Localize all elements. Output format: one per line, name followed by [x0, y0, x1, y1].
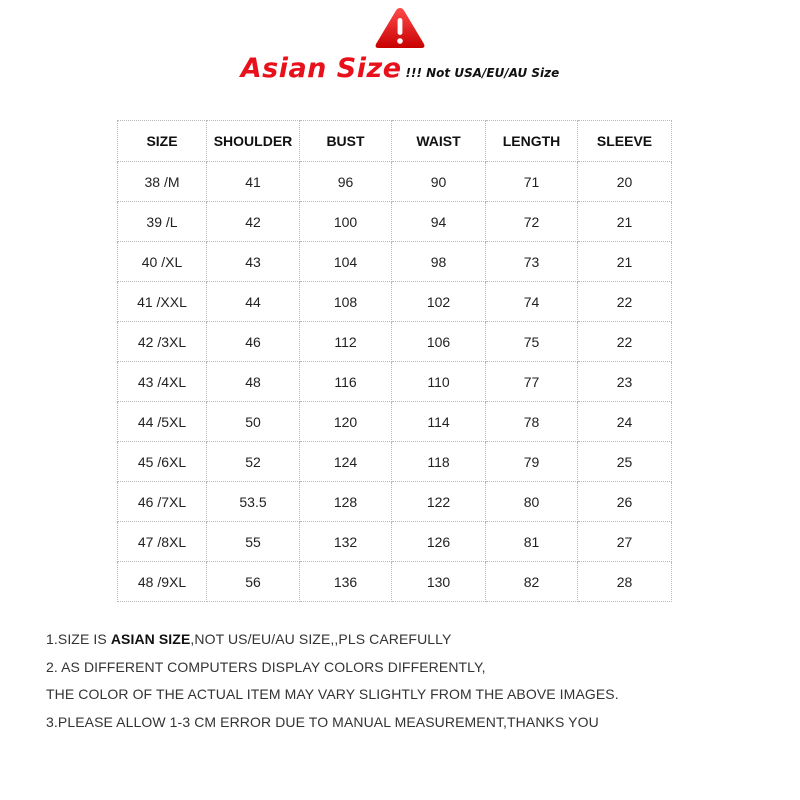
cell-bust: 108	[300, 282, 392, 322]
cell-size: 39 /L	[118, 202, 207, 242]
cell-waist: 114	[392, 402, 486, 442]
title-note: !!! Not USA/EU/AU Size	[405, 66, 560, 80]
cell-waist: 110	[392, 362, 486, 402]
cell-sleeve: 27	[578, 522, 672, 562]
cell-sleeve: 28	[578, 562, 672, 602]
table-row	[118, 322, 672, 362]
cell-shoulder: 43	[207, 242, 300, 282]
cell-shoulder: 48	[207, 362, 300, 402]
cell-waist: 102	[392, 282, 486, 322]
column-header-length: LENGTH	[486, 121, 578, 162]
cell-bust: 104	[300, 242, 392, 282]
cell-sleeve: 22	[578, 282, 672, 322]
table-row	[118, 362, 672, 402]
column-header-bust: BUST	[300, 121, 392, 162]
cell-length: 80	[486, 482, 578, 522]
cell-length: 79	[486, 442, 578, 482]
cell-size: 41 /XXL	[118, 282, 207, 322]
cell-sleeve: 21	[578, 242, 672, 282]
cell-bust: 116	[300, 362, 392, 402]
table-row	[118, 522, 672, 562]
cell-bust: 112	[300, 322, 392, 362]
size-notes	[46, 626, 619, 737]
cell-length: 78	[486, 402, 578, 442]
cell-size: 43 /4XL	[118, 362, 207, 402]
cell-size: 40 /XL	[118, 242, 207, 282]
cell-shoulder: 42	[207, 202, 300, 242]
cell-size: 42 /3XL	[118, 322, 207, 362]
cell-size: 47 /8XL	[118, 522, 207, 562]
note-1-bold: ASIAN SIZE	[110, 631, 191, 647]
cell-shoulder: 41	[207, 162, 300, 202]
table-row	[118, 202, 672, 242]
table-header-row	[118, 121, 672, 162]
cell-waist: 130	[392, 562, 486, 602]
note-2-continued: THE COLOR OF THE ACTUAL ITEM MAY VARY SLIGHTLY FROM THE ABOVE IMAGES.	[46, 686, 619, 703]
cell-sleeve: 23	[578, 362, 672, 402]
cell-bust: 124	[300, 442, 392, 482]
column-header-size: SIZE	[118, 121, 207, 162]
cell-length: 82	[486, 562, 578, 602]
cell-waist: 106	[392, 322, 486, 362]
cell-shoulder: 52	[207, 442, 300, 482]
cell-length: 74	[486, 282, 578, 322]
cell-sleeve: 24	[578, 402, 672, 442]
table-row	[118, 482, 672, 522]
table-row	[118, 402, 672, 442]
cell-sleeve: 22	[578, 322, 672, 362]
cell-bust: 120	[300, 402, 392, 442]
cell-waist: 118	[392, 442, 486, 482]
cell-waist: 98	[392, 242, 486, 282]
cell-waist: 126	[392, 522, 486, 562]
column-header-shoulder: SHOULDER	[207, 121, 300, 162]
cell-shoulder: 46	[207, 322, 300, 362]
cell-bust: 136	[300, 562, 392, 602]
cell-length: 71	[486, 162, 578, 202]
cell-length: 81	[486, 522, 578, 562]
note-1	[46, 626, 619, 654]
table-row	[118, 282, 672, 322]
table-row	[118, 162, 672, 202]
table-row	[118, 242, 672, 282]
cell-shoulder: 55	[207, 522, 300, 562]
cell-waist: 90	[392, 162, 486, 202]
table-row	[118, 562, 672, 602]
cell-bust: 128	[300, 482, 392, 522]
cell-shoulder: 56	[207, 562, 300, 602]
note-3: 3.PLEASE ALLOW 1-3 CM ERROR DUE TO MANUAL MEASUREMENT,THANKS YOU	[46, 714, 599, 731]
cell-shoulder: 44	[207, 282, 300, 322]
cell-sleeve: 21	[578, 202, 672, 242]
cell-sleeve: 26	[578, 482, 672, 522]
note-1-prefix: 1.SIZE IS	[46, 631, 111, 647]
cell-size: 38 /M	[118, 162, 207, 202]
cell-length: 73	[486, 242, 578, 282]
cell-length: 77	[486, 362, 578, 402]
cell-size: 44 /5XL	[118, 402, 207, 442]
cell-size: 46 /7XL	[118, 482, 207, 522]
cell-bust: 132	[300, 522, 392, 562]
size-chart-title	[0, 53, 800, 84]
cell-waist: 94	[392, 202, 486, 242]
warning-icon	[373, 6, 427, 50]
note-1-suffix: ,NOT US/EU/AU SIZE,,PLS CAREFULLY	[190, 631, 452, 647]
table-row	[118, 442, 672, 482]
cell-size: 48 /9XL	[118, 562, 207, 602]
cell-size: 45 /6XL	[118, 442, 207, 482]
column-header-waist: WAIST	[392, 121, 486, 162]
cell-length: 75	[486, 322, 578, 362]
cell-bust: 96	[300, 162, 392, 202]
title-asian-size: Asian Size	[240, 53, 402, 84]
size-table	[117, 120, 672, 602]
cell-shoulder: 53.5	[207, 482, 300, 522]
cell-waist: 122	[392, 482, 486, 522]
cell-bust: 100	[300, 202, 392, 242]
cell-sleeve: 25	[578, 442, 672, 482]
cell-shoulder: 50	[207, 402, 300, 442]
cell-sleeve: 20	[578, 162, 672, 202]
cell-length: 72	[486, 202, 578, 242]
note-2: 2. AS DIFFERENT COMPUTERS DISPLAY COLORS DIFFERENTLY,	[46, 658, 486, 675]
column-header-sleeve: SLEEVE	[578, 121, 672, 162]
